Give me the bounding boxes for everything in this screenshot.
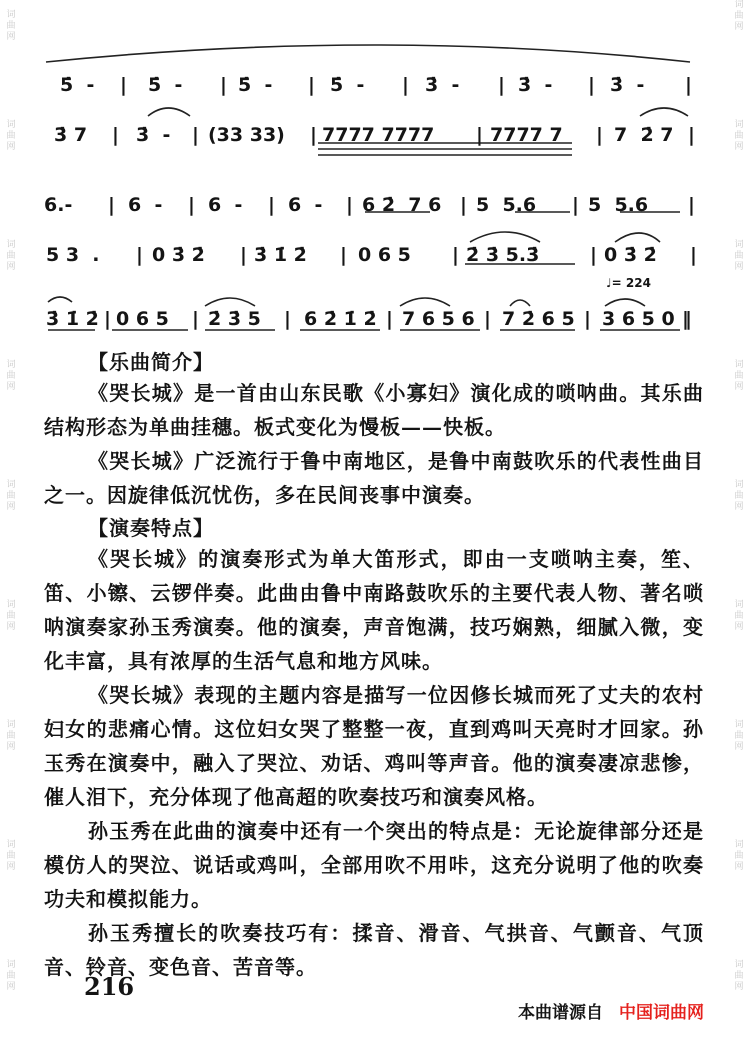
page-number: 216 xyxy=(84,972,135,1001)
barline: | xyxy=(240,244,247,266)
score-note: 3̇ - xyxy=(425,74,460,96)
watermark-right: 词 曲 网 xyxy=(734,600,744,632)
barline: | xyxy=(590,244,597,266)
score-note: 6.- xyxy=(44,194,73,216)
barline: | xyxy=(192,308,199,330)
barline: | xyxy=(688,124,695,146)
score-line-3 xyxy=(40,188,700,222)
score-note: 3̇ 7 xyxy=(54,124,88,146)
score-note: 7777 7777 xyxy=(322,124,435,146)
score-note: 6 - xyxy=(288,194,323,216)
watermark-left: 词 曲 网 xyxy=(6,360,16,392)
paragraph: 《哭长城》是一首由山东民歌《小寡妇》演化成的唢呐曲。其乐曲结构形态为单曲挂穗。板式变化为慢板——快板。 xyxy=(44,381,704,439)
watermark-left: 词 曲 网 xyxy=(6,120,16,152)
score-line-2 xyxy=(40,118,700,152)
watermark-right: 词 曲 网 xyxy=(734,120,744,152)
barline: | xyxy=(136,244,143,266)
score-note: 7 2̇ 7 xyxy=(614,124,674,146)
score-note: 7 2̇ 6 5 xyxy=(502,308,575,330)
barline: | xyxy=(596,124,603,146)
score-note: 6 2̇ 1̇ 2̇ xyxy=(304,308,377,330)
score-note: 0 3̇ 2̇ xyxy=(152,244,205,266)
score-note: 3̇ - xyxy=(610,74,645,96)
score-note: 2̇ 3̇ 5 xyxy=(208,308,261,330)
features-text xyxy=(44,542,704,984)
score-note: 2̇ 3̇ 5.3̇ xyxy=(466,244,540,266)
watermark-right: 词 曲 网 xyxy=(734,720,744,752)
score-slurs xyxy=(0,0,750,350)
paragraph: 孙玉秀在此曲的演奏中还有一个突出的特点是：无论旋律部分还是模仿人的哭泣、说话或鸡叫，全部用吹不用咔，这充分说明了他的吹奏功夫和模拟能力。 xyxy=(44,819,704,911)
watermark-right: 词 曲 网 xyxy=(734,0,744,32)
tempo-marking: ♩= 224 xyxy=(606,276,651,290)
paragraph: 孙玉秀擅长的吹奏技巧有：揉音、滑音、气拱音、气颤音、气顶音、铃音、变色音、苦音等。 xyxy=(44,921,704,979)
score-note: 5̇ - xyxy=(330,74,365,96)
score-line-1 xyxy=(40,68,700,102)
barline: | xyxy=(690,244,697,266)
barline: | xyxy=(340,244,347,266)
barline: | xyxy=(476,124,483,146)
score-note: 6 - xyxy=(128,194,163,216)
score-note: 6 2̇ 7 6 xyxy=(362,194,442,216)
score-note: 3̇ - xyxy=(136,124,171,146)
barline: | xyxy=(346,194,353,216)
paragraph: 《哭长城》的演奏形式为单大笛形式，即由一支唢呐主奏，笙、笛、小镲、云锣伴奏。此曲由鲁中南路鼓吹乐的主要代表人物、著名唢呐演奏家孙玉秀演奏。他的演奏，声音饱满，技巧娴熟，细腻入微，变化丰富，具有浓厚的生活气息和地方风味。 xyxy=(44,547,704,673)
score-note: 3̇ 1̇ 2̇ xyxy=(254,244,307,266)
source-label: 本曲谱源自 xyxy=(518,1003,603,1023)
source-brand-link[interactable]: 中国词曲网 xyxy=(619,1003,704,1023)
barline: | xyxy=(112,124,119,146)
score-note: 3̇ - xyxy=(518,74,553,96)
score-note: 0 3̇ 2̇ xyxy=(604,244,657,266)
watermark-left: 词 曲 网 xyxy=(6,840,16,872)
barline: | xyxy=(192,124,199,146)
watermark-right: 词 曲 网 xyxy=(734,360,744,392)
score-note: 0 6 5 xyxy=(358,244,411,266)
watermark-left: 词 曲 网 xyxy=(6,10,16,42)
watermark-left: 词 曲 网 xyxy=(6,480,16,512)
paragraph: 《哭长城》表现的主题内容是描写一位因修长城而死了丈夫的农村妇女的悲痛心情。这位妇女哭了整整一夜，直到鸡叫天亮时才回家。孙玉秀在演奏中，融入了哭泣、劝话、鸡叫等声音。他的演奏凄凉悲惨，催人泪下，充分体现了他高超的吹奏技巧和演奏风格。 xyxy=(44,683,704,809)
score-line-4 xyxy=(40,238,700,272)
barline: | xyxy=(310,124,317,146)
barline: | xyxy=(268,194,275,216)
score-note: 7777 7 xyxy=(490,124,563,146)
barline: | xyxy=(484,308,491,330)
watermark-right: 词 曲 网 xyxy=(734,480,744,512)
score-note: 5 5.6 xyxy=(476,194,537,216)
watermark-right: 词 曲 网 xyxy=(734,960,744,992)
score-note: 0 6 5 xyxy=(116,308,169,330)
score-note: 5 5.6 xyxy=(588,194,649,216)
barline: | xyxy=(452,244,459,266)
intro-text xyxy=(44,376,704,512)
barline: | xyxy=(108,194,115,216)
score-note: 7 6 5 6 xyxy=(402,308,475,330)
score-note: 3̇ 1̇ 2̇ xyxy=(46,308,99,330)
score-note: (33 33) xyxy=(208,124,285,146)
watermark-right: 词 曲 网 xyxy=(734,840,744,872)
barline: | xyxy=(584,308,591,330)
score-note: 5 3 . xyxy=(46,244,100,266)
score-note: 5̇ - xyxy=(238,74,273,96)
barline: | xyxy=(284,308,291,330)
watermark-left: 词 曲 网 xyxy=(6,720,16,752)
section-heading-intro: 【乐曲简介】 xyxy=(88,350,214,374)
barline: | xyxy=(308,74,315,96)
watermark-right: 词 曲 网 xyxy=(734,240,744,272)
score-note: 5̇ - xyxy=(148,74,183,96)
score-line-5 xyxy=(40,302,700,336)
barline: | xyxy=(685,74,692,96)
score-note: 3 6 5 0 xyxy=(602,308,675,330)
barline: | xyxy=(402,74,409,96)
paragraph: 《哭长城》广泛流行于鲁中南地区，是鲁中南鼓吹乐的代表性曲目之一。因旋律低沉忧伤，多在民间丧事中演奏。 xyxy=(44,449,704,507)
barline: | xyxy=(572,194,579,216)
barline: | xyxy=(104,308,111,330)
barline: | xyxy=(460,194,467,216)
barline: | xyxy=(386,308,393,330)
section-heading-features: 【演奏特点】 xyxy=(88,516,214,540)
score-note: 5̇ - xyxy=(60,74,95,96)
barline: | xyxy=(120,74,127,96)
final-barline: ‖ xyxy=(682,308,692,330)
score-note: 6 - xyxy=(208,194,243,216)
watermark-left: 词 曲 网 xyxy=(6,960,16,992)
barline: | xyxy=(688,194,695,216)
barline: | xyxy=(220,74,227,96)
barline: | xyxy=(498,74,505,96)
watermark-left: 词 曲 网 xyxy=(6,240,16,272)
barline: | xyxy=(188,194,195,216)
watermark-left: 词 曲 网 xyxy=(6,600,16,632)
barline: | xyxy=(588,74,595,96)
source-credit xyxy=(518,998,704,1023)
